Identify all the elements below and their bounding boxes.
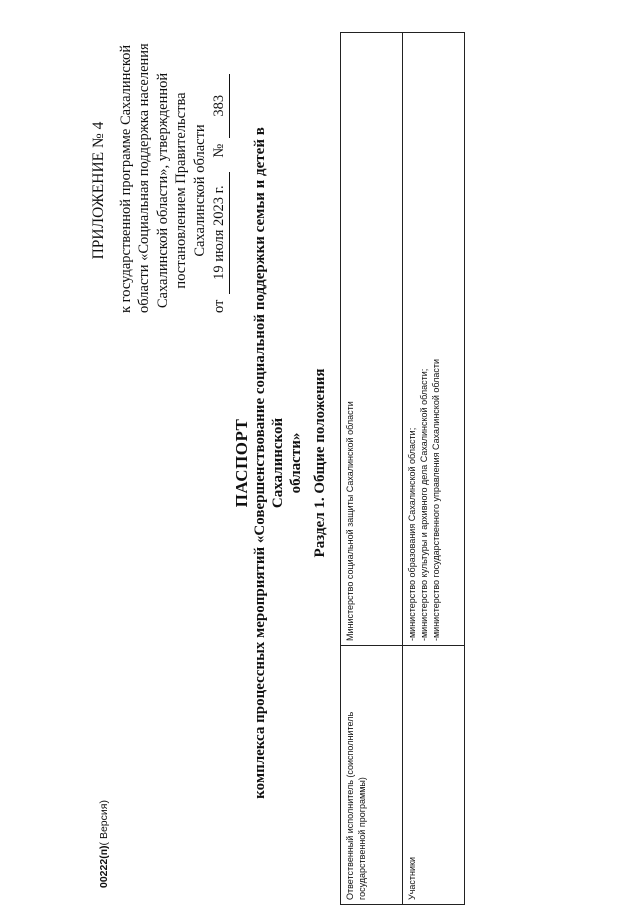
table-row [403,33,465,905]
row-value-participants [403,33,465,646]
row-label-executor: Ответственный исполнитель (соисполнитель государственной программы) [341,646,403,905]
value-line: -министерство культуры и архивного дела Сахалинской области; [419,368,429,641]
value-line: -министерство государственного управления Сахалинской области [431,358,441,641]
footer-code [98,800,110,888]
document-subtitle-cont: области» [288,432,304,494]
appendix-line: области «Социальная поддержка населения [136,43,152,313]
value-line: Министерство социальной защиты Сахалинской области [345,401,355,641]
document-title-block [233,113,305,813]
number-prefix: № [211,143,227,158]
general-info-table [340,32,465,905]
document-subtitle: комплекса процессных мероприятий «Совершенствование социальной поддержки семьи и детей в Сахалинской [252,127,286,799]
document-code: 00222(п) [98,845,110,888]
row-label-participants: Участники [403,646,465,905]
appendix-line: Сахалинской области [191,124,208,257]
appendix-block [90,43,230,313]
appendix-heading: ПРИЛОЖЕНИЕ № 4 [90,121,107,260]
approval-date: 19 июля 2023 г. [210,172,230,294]
table-row [341,33,403,905]
section-title: Раздел 1. Общие положения [312,368,328,558]
row-value-executor [341,33,403,646]
date-prefix: от [211,299,227,313]
document-version: ( Версия) [98,800,110,846]
appendix-line: к государственной программе Сахалинской [117,44,134,313]
document-title: ПАСПОРТ [232,418,251,508]
appendix-line: постановлением Правительства [173,92,189,289]
value-line: -министерство образования Сахалинской области; [407,427,417,641]
appendix-line: Сахалинской области», утвержденной [154,72,171,309]
approval-number: 383 [210,74,230,138]
appendix-date-line [210,68,230,313]
